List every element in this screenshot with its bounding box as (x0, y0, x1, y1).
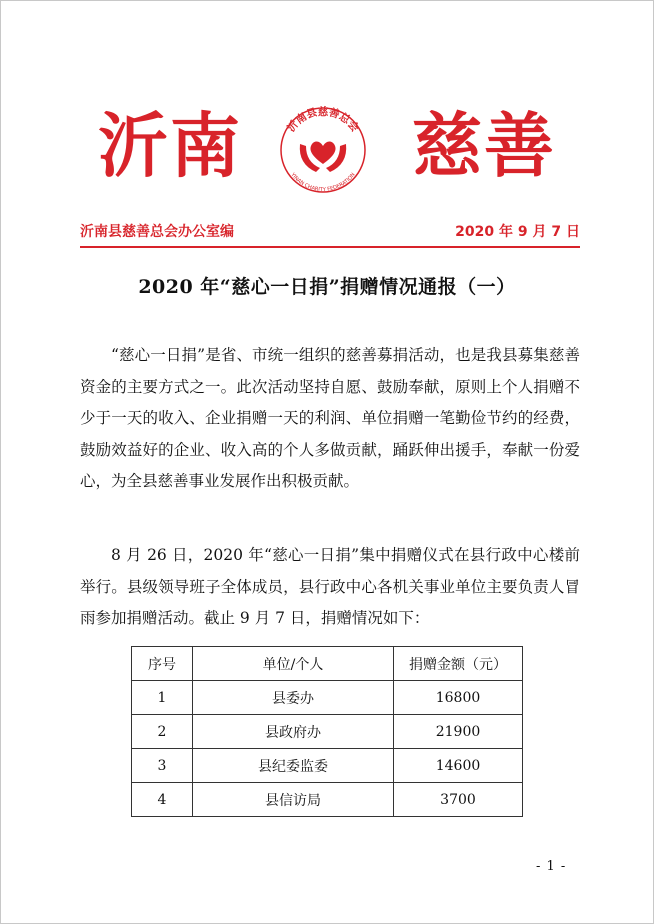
col-header-donor: 单位/个人 (193, 647, 394, 681)
col-header-index: 序号 (132, 647, 193, 681)
header-bar (80, 218, 580, 248)
paragraph-text: “慈心一日捐”是省、市统一组织的慈善募捐活动，也是我县募集慈善资金的主要方式之一。此次活动坚持自愿、鼓励奉献，原则上个人捐赠不少于一天的收入、企业捐赠一天的利润、单位捐赠一笔勤俭节约的经费，鼓励效益好的企业、收入高的个人多做贡献，踊跃伸出援手，奉献一份爱心，为全县慈善事业发展作出积极贡献。 (80, 346, 580, 490)
paragraph-intro (80, 340, 580, 498)
row-amount: 16800 (394, 681, 523, 715)
editor-label: 沂南县慈善总会办公室编 (80, 224, 234, 240)
logo-bottom-text: YINAN CHARITY FEDERATION (289, 171, 357, 194)
row-amount: 21900 (394, 715, 523, 749)
table-row (132, 715, 523, 749)
row-donor: 县信访局 (193, 783, 394, 817)
col-header-amount: 捐赠金额（元） (394, 647, 523, 681)
row-index: 3 (132, 749, 193, 783)
page-number: - 1 - (536, 859, 567, 874)
paragraph-text: 8 月 26 日，2020 年“慈心一日捐”集中捐赠仪式在县行政中心楼前举行。县级领导班子全体成员，县行政中心各机关事业单位主要负责人冒雨参加捐赠活动。截止 9 月 7 日，捐赠情况如下： (80, 546, 580, 627)
masthead (0, 100, 654, 200)
row-amount: 14600 (394, 749, 523, 783)
page-title: 2020 年“慈心一日捐”捐赠情况通报（一） (138, 276, 516, 298)
row-donor: 县纪委监委 (193, 749, 394, 783)
row-index: 4 (132, 783, 193, 817)
table-header-row (132, 647, 523, 681)
heart-icon (310, 142, 335, 164)
row-amount: 3700 (394, 783, 523, 817)
table-row (132, 783, 523, 817)
row-donor: 县委办 (193, 681, 394, 715)
masthead-left-word: 沂南 (98, 104, 242, 187)
logo-top-text: 沂南县慈善总会 (285, 106, 361, 135)
row-index: 1 (132, 681, 193, 715)
donation-table (131, 646, 523, 817)
table-row (132, 749, 523, 783)
masthead-right-word: 慈善 (412, 104, 556, 187)
row-index: 2 (132, 715, 193, 749)
paragraph-ceremony (80, 540, 580, 635)
table-row (132, 681, 523, 715)
charity-logo (270, 100, 376, 196)
row-donor: 县政府办 (193, 715, 394, 749)
issue-date: 2020 年 9 月 7 日 (455, 224, 580, 240)
